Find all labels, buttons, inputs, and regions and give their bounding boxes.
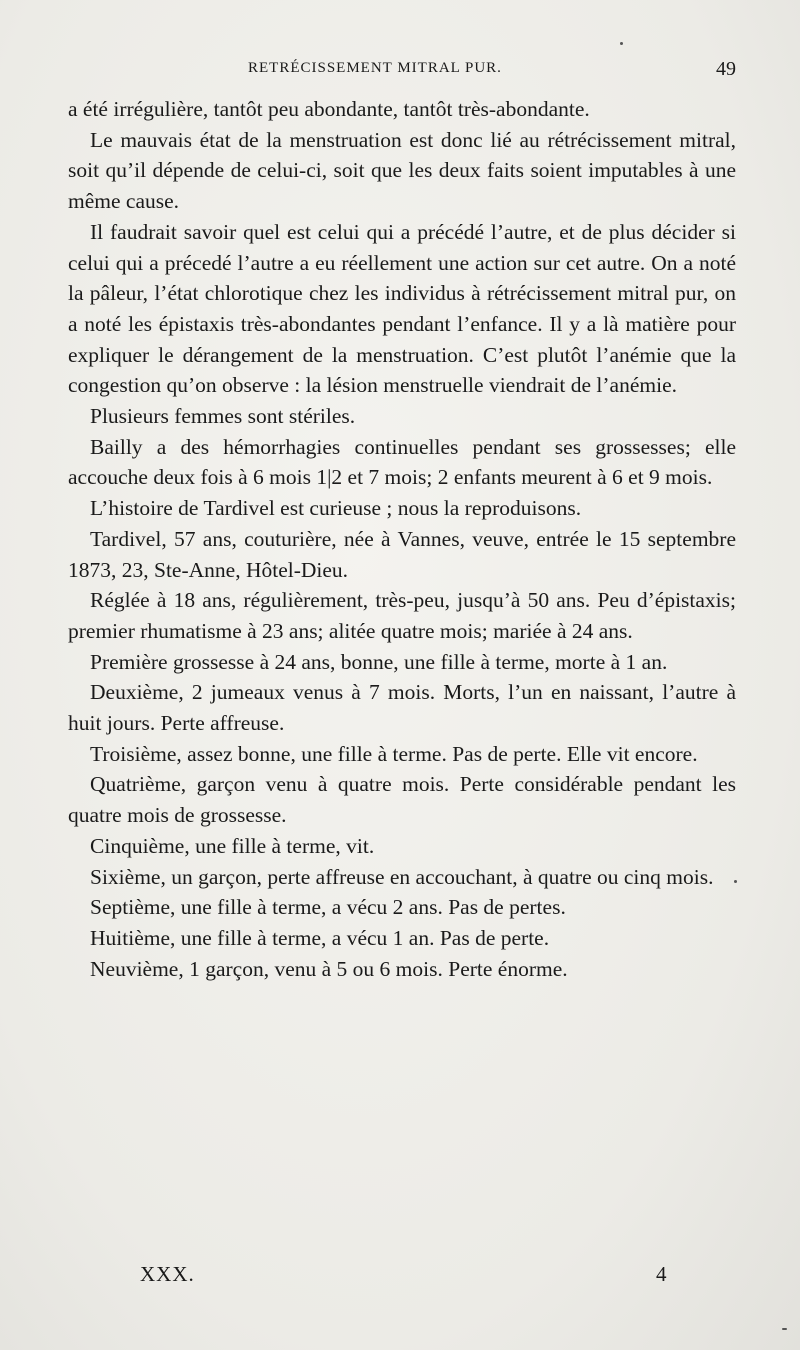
paragraph: Il faudrait savoir quel est celui qui a précédé l’autre, et de plus décider si celui qui a précedé l’autre a eu réellement une action sur cet autre. On a noté la pâleur, l’état chlorotique chez les individus à rétrécissement mitral pur, on a noté les épistaxis très-abondantes pendant l’enfance. Il y a là matière pour expliquer le dérangement de la menstruation. C’est plutôt l’anémie que la congestion qu’on observe : la lésion menstruelle viendrait de l’anémie.	[68, 219, 736, 398]
paragraph: Troisième, assez bonne, une fille à terme. Pas de perte. Elle vit encore.	[90, 741, 698, 766]
paragraph: L’histoire de Tardivel est curieuse ; nous la reproduisons.	[90, 496, 582, 521]
paragraph: Deuxième, 2 jumeaux venus à 7 mois. Morts, l’un en naissant, l’autre à huit jours. Perte affreuse.	[68, 680, 736, 736]
paragraph: Sixième, un garçon, perte affreuse en accouchant, à quatre ou cinq mois.	[90, 864, 714, 889]
ink-speck	[734, 880, 737, 883]
ink-speck	[620, 42, 623, 45]
ink-speck	[782, 1328, 787, 1330]
paragraph: Le mauvais état de la menstruation est donc lié au rétrécissement mitral, soit qu’il dépende de celui-ci, soit que les deux faits soient imputables à une même cause.	[68, 127, 736, 214]
paragraph: Plusieurs femmes sont stériles.	[90, 404, 356, 429]
paragraph: Tardivel, 57 ans, couturière, née à Vannes, veuve, entrée le 15 septembre 1873, 23, Ste-Anne, Hôtel-Dieu.	[68, 526, 736, 582]
paragraph: Septième, une fille à terme, a vécu 2 ans. Pas de pertes.	[90, 895, 566, 920]
paragraph: Réglée à 18 ans, régulièrement, très-peu, jusqu’à 50 ans. Peu d’épistaxis; premier rhumatisme à 23 ans; alitée quatre mois; mariée à 24 ans.	[68, 588, 736, 643]
running-title: RETRÉCISSEMENT MITRAL PUR.	[248, 60, 502, 76]
paragraph: a été irrégulière, tantôt peu abondante, tantôt très-abondante.	[68, 97, 590, 121]
paragraph: Quatrième, garçon venu à quatre mois. Perte considérable pendant les quatre mois de grossesse.	[68, 772, 736, 828]
paragraph: Bailly a des hémorrhagies continuelles pendant ses grossesses; elle accouche deux fois à 6 mois 1|2 et 7 mois; 2 enfants meurent à 6 et 9 mois.	[68, 434, 736, 490]
body-text	[68, 94, 736, 984]
paragraph: Cinquième, une fille à terme, vit.	[90, 833, 375, 858]
paragraph: Première grossesse à 24 ans, bonne, une fille à terme, morte à 1 an.	[90, 649, 668, 674]
paragraph: Neuvième, 1 garçon, venu à 5 ou 6 mois. Perte énorme.	[90, 956, 568, 981]
page-number: 49	[716, 58, 736, 80]
page-footer	[68, 1262, 736, 1292]
signature-mark: XXX.	[140, 1262, 195, 1286]
sheet-number: 4	[656, 1262, 667, 1286]
page-header	[68, 60, 736, 88]
paragraph: Huitième, une fille à terme, a vécu 1 an. Pas de perte.	[90, 925, 550, 950]
